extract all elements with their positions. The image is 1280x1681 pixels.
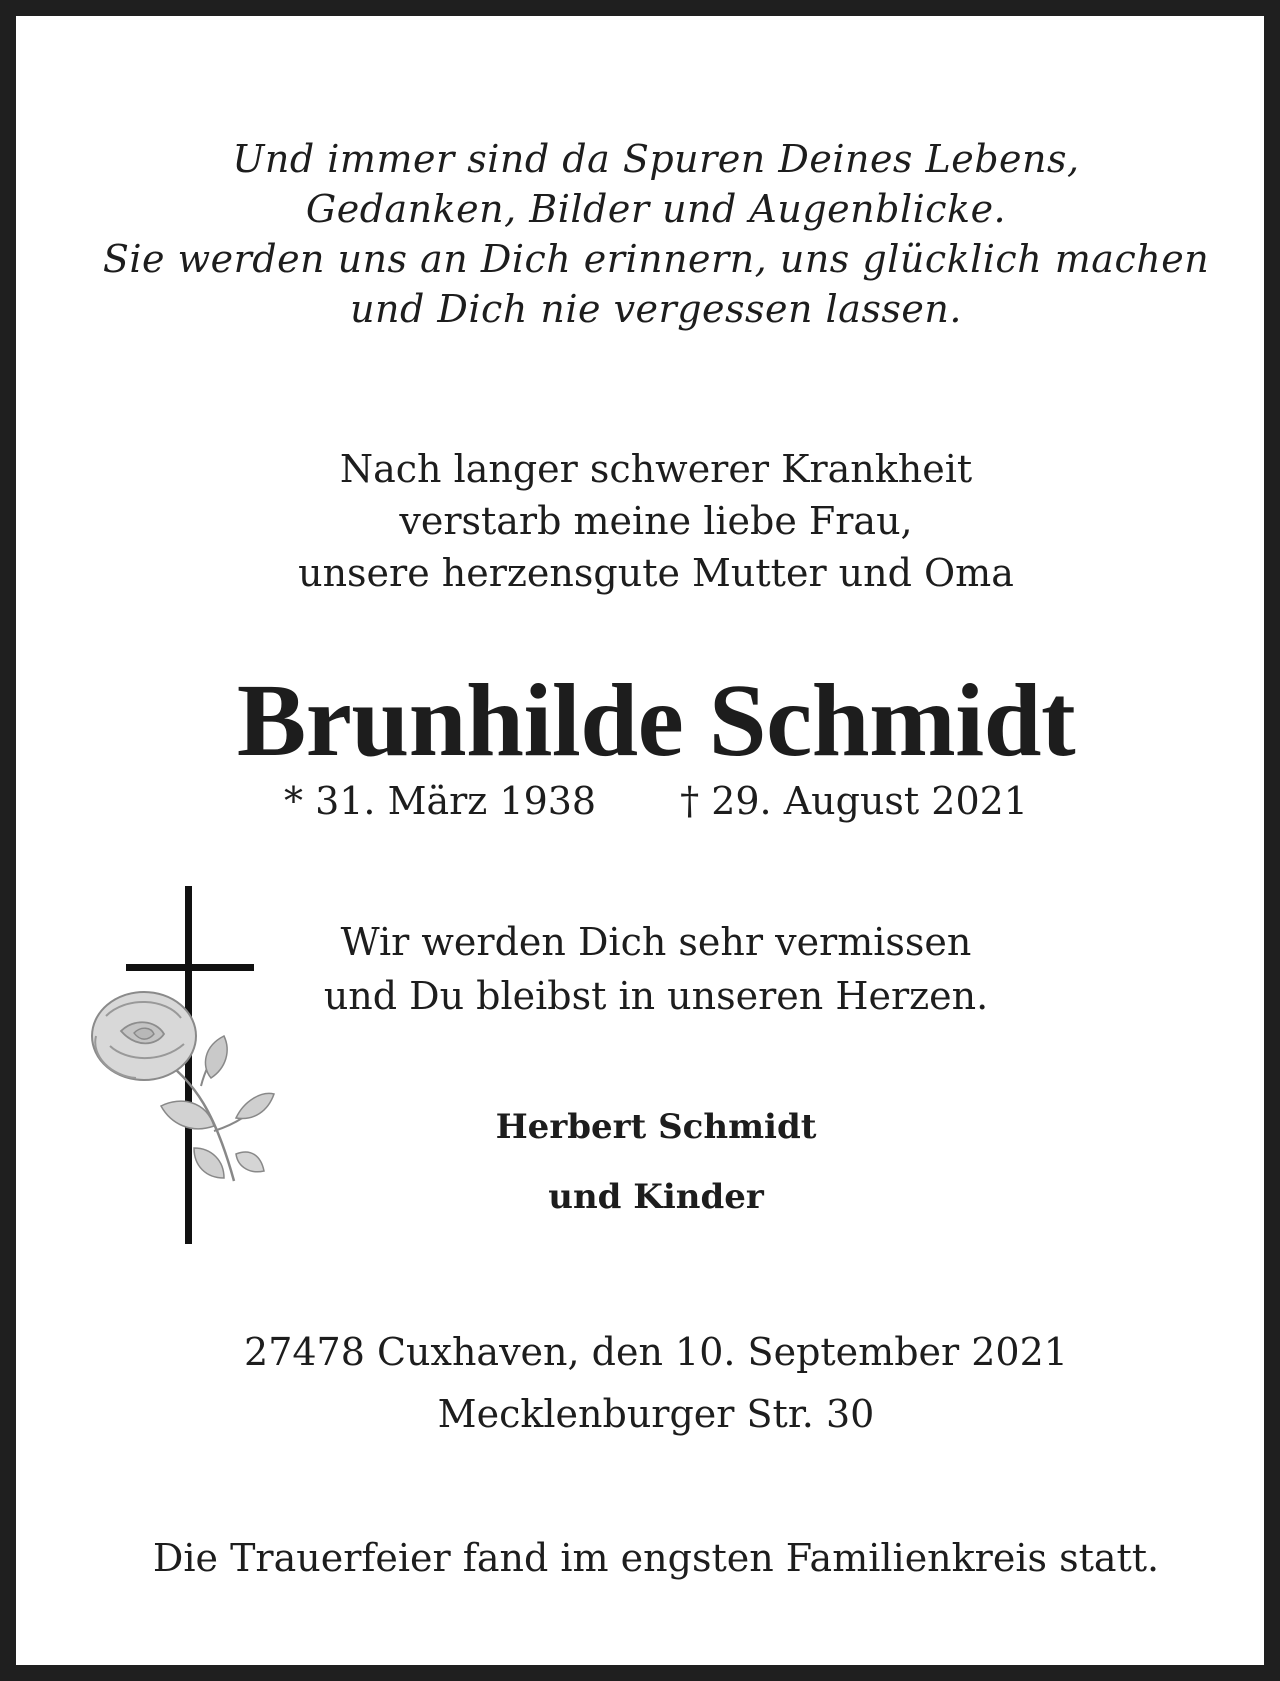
life-dates xyxy=(16,779,1280,823)
signer-family: und Kinder xyxy=(548,1177,764,1217)
address-line: Mecklenburger Str. 30 xyxy=(437,1392,875,1436)
announcement-intro xyxy=(16,443,1280,599)
message-line: und Du bleibst in unseren Herzen. xyxy=(323,974,989,1018)
place-date-line: 27478 Cuxhaven, den 10. September 2021 xyxy=(244,1330,1068,1374)
signers xyxy=(16,1092,1280,1232)
farewell-message xyxy=(16,915,1280,1023)
poem-line: Sie werden uns an Dich erinnern, uns glücklich machen xyxy=(102,237,1210,281)
intro-line: Nach langer schwerer Krankheit xyxy=(339,447,973,491)
signer-name: Herbert Schmidt xyxy=(495,1107,817,1147)
closing-note: Die Trauerfeier fand im engsten Familienkreis statt. xyxy=(152,1536,1160,1580)
death-date: † 29. August 2021 xyxy=(680,779,1028,823)
message-line: Wir werden Dich sehr vermissen xyxy=(340,920,972,964)
intro-line: verstarb meine liebe Frau, xyxy=(399,499,913,543)
intro-line: unsere herzensgute Mutter und Oma xyxy=(298,551,1014,595)
poem-line: Und immer sind da Spuren Deines Lebens, xyxy=(232,137,1080,181)
birth-date: * 31. März 1938 xyxy=(283,779,597,823)
poem-line: Gedanken, Bilder und Augenblicke. xyxy=(305,187,1007,231)
poem-line: und Dich nie vergessen lassen. xyxy=(350,287,962,331)
memorial-poem xyxy=(16,134,1280,334)
location-date xyxy=(16,1321,1280,1445)
deceased-name: Brunhilde Schmidt xyxy=(236,663,1076,778)
